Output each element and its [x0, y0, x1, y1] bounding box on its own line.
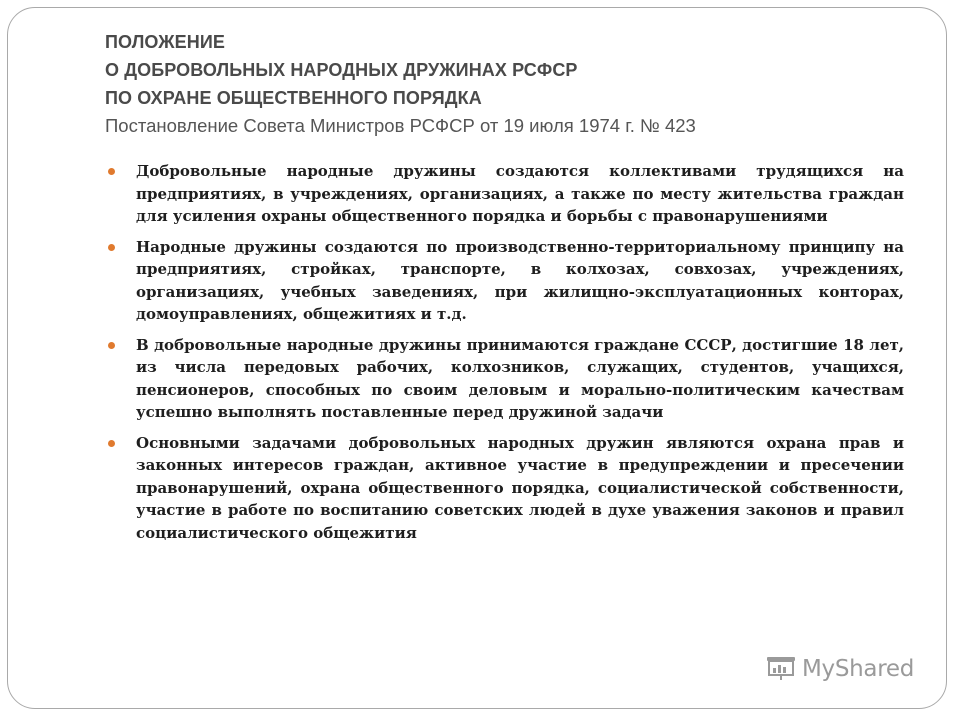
bullet-text: Добровольные народные дружины создаются коллективами трудящихся на предприятиях, в учреждениях, организациях, а также по месту жительства граждан для усиления охраны общественного порядка и борьбы с правонарушениями	[136, 162, 904, 225]
bullet-text: Основными задачами добровольных народных дружин являются охрана прав и законных интересов граждан, активное участие в предупреждении и пресечении правонарушений, охрана общественного порядка, социалистической собственности, участие в работе по воспитанию советских людей в духе уважения законов и правил социалистического общежития	[136, 433, 904, 542]
projector-screen-icon	[766, 656, 796, 682]
bullet-text: В добровольные народные дружины принимаются граждане СССР, достигшие 18 лет, из числа передовых рабочих, колхозников, служащих, студентов, учащихся, пенсионеров, способных по своим деловым и морально-политическим качествам успешно выполнять поставленные перед дружиной задачи	[136, 335, 904, 421]
watermark-logo	[766, 656, 914, 682]
title-block	[105, 28, 905, 140]
bullet-list	[108, 160, 904, 552]
list-item	[108, 160, 904, 228]
list-item	[108, 334, 904, 424]
bullet-dot-icon	[108, 168, 115, 175]
bullet-dot-icon	[108, 342, 115, 349]
title-line-1: ПОЛОЖЕНИЕ	[105, 32, 226, 52]
list-item	[108, 236, 904, 326]
list-item	[108, 432, 904, 545]
watermark-text: MyShared	[802, 656, 915, 682]
bullet-dot-icon	[108, 440, 115, 447]
title-line-2: О ДОБРОВОЛЬНЫХ НАРОДНЫХ ДРУЖИНАХ РСФСР	[105, 60, 578, 80]
bullet-dot-icon	[108, 244, 115, 251]
title-line-3: ПО ОХРАНЕ ОБЩЕСТВЕННОГО ПОРЯДКА	[105, 88, 482, 108]
subtitle: Постановление Совета Министров РСФСР от 19 июля 1974 г. № 423	[105, 115, 696, 136]
bullet-text: Народные дружины создаются по производственно-территориальному принципу на предприятиях, стройках, транспорте, в колхозах, совхозах, учреждениях, организациях, учебных заведениях, при жилищно-эксплуатационных конторах, домоуправлениях, общежитиях и т.д.	[136, 237, 904, 323]
